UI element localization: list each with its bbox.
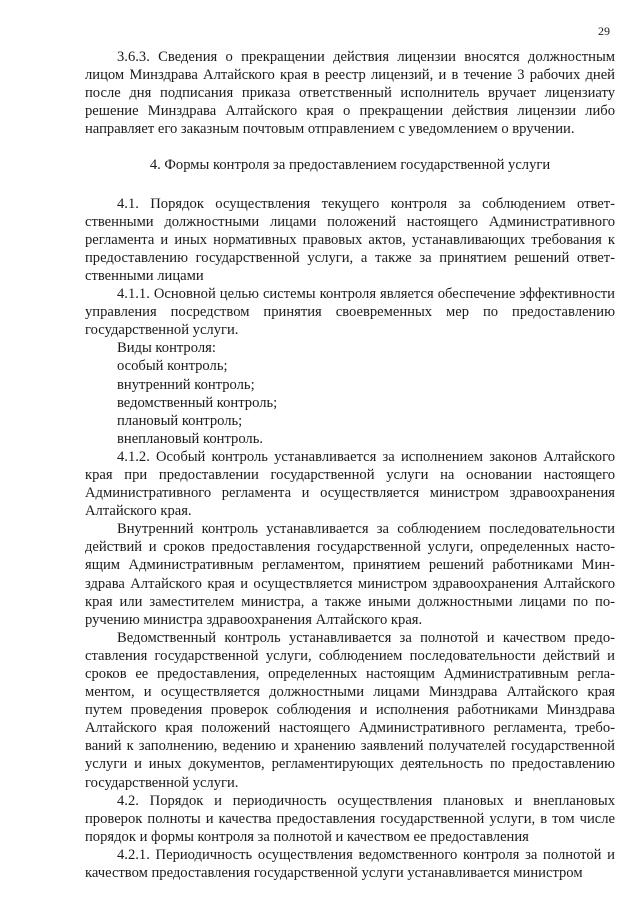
paragraph-4-1: 4.1. Порядок осуществления текущего контроля за соблюдением ответственными должностными лицами положений настоящего Административного регламента и иных нормативных правовых актов, устанавливающих требования к предоставлению государственной услуги, а также за принятием решений ответственными лицами <box>85 195 615 284</box>
paragraph-4-2-1: 4.2.1. Периодичность осуществления ведомственного контроля за полнотой и качеством предоставления государственной услуги устанавливается министром <box>85 846 615 882</box>
page-number: 29 <box>598 24 610 38</box>
control-kinds-title: Виды контроля: <box>117 340 216 357</box>
paragraph-departmental-control: Ведомственный контроль устанавливается за полнотой и качеством предоставления государственной услуги, соблюдением последовательности действий и сроков ее предоставления, определенных настоящим Административным регламентом, и осуществляется должностными лицами Минздрава Алтайского края путем проведения проверок соблюдения и исполнения работниками Минздрава Алтайского края положений настоящего Административного регламента, требований к заполнению, ведению и хранению заявлений получателей государственной услуги и иных документов, регламентирующих деятельность по предоставлению государственной услуги. <box>85 629 615 791</box>
paragraph-4-1-1: 4.1.1. Основной целью системы контроля является обеспечение эффективности управления посредством принятия своевременных мер по предоставлению государственной услуги. <box>85 286 615 339</box>
control-kind-item: плановый контроль; <box>117 412 243 429</box>
control-kind-item: внутренний контроль; <box>117 376 255 393</box>
section-4-heading: 4. Формы контроля за предоставлением государственной услуги <box>149 157 551 174</box>
control-kind-item: внеплановый контроль. <box>117 430 264 447</box>
control-kind-item: ведомственный контроль; <box>117 394 278 411</box>
paragraph-4-1-2: 4.1.2. Особый контроль устанавливается за исполнением законов Алтайского края при предоставлении государственной услуги на основании настоящего Административного регламента и осуществляется министром здравоохранения Алтайского края. <box>85 448 615 520</box>
paragraph-4-2: 4.2. Порядок и периодичность осуществления плановых и внеплановых проверок полноты и качества предоставления государственной услуги, в том числе порядок и формы контроля за полнотой и качеством ее предоставления <box>85 792 615 845</box>
document-body <box>85 48 615 882</box>
paragraph-3-6-3: 3.6.3. Сведения о прекращении действия лицензии вносятся должностным лицом Минздрава Алтайского края в реестр лицензий, и в течение 3 рабочих дней после дня подписания приказа ответственный исполнитель вручает лицензиату решение Минздрава Алтайского края о прекращении действия лицензии либо направляет его заказным почтовым отправлением с уведомлением о вручении. <box>85 49 615 138</box>
control-kind-item: особый контроль; <box>117 358 228 375</box>
paragraph-internal-control: Внутренний контроль устанавливается за соблюдением последовательности действий и сроков предоставления государственной услуги, определенных настоящим Административным регламентом, принятием решений работниками Минздрава Алтайского края и осуществляется министром здравоохранения Алтайского края или заместителем министра, а также иными должностными лицами по поручению министра здравоохранения Алтайского края. <box>85 521 615 628</box>
control-kinds-list <box>85 357 615 447</box>
